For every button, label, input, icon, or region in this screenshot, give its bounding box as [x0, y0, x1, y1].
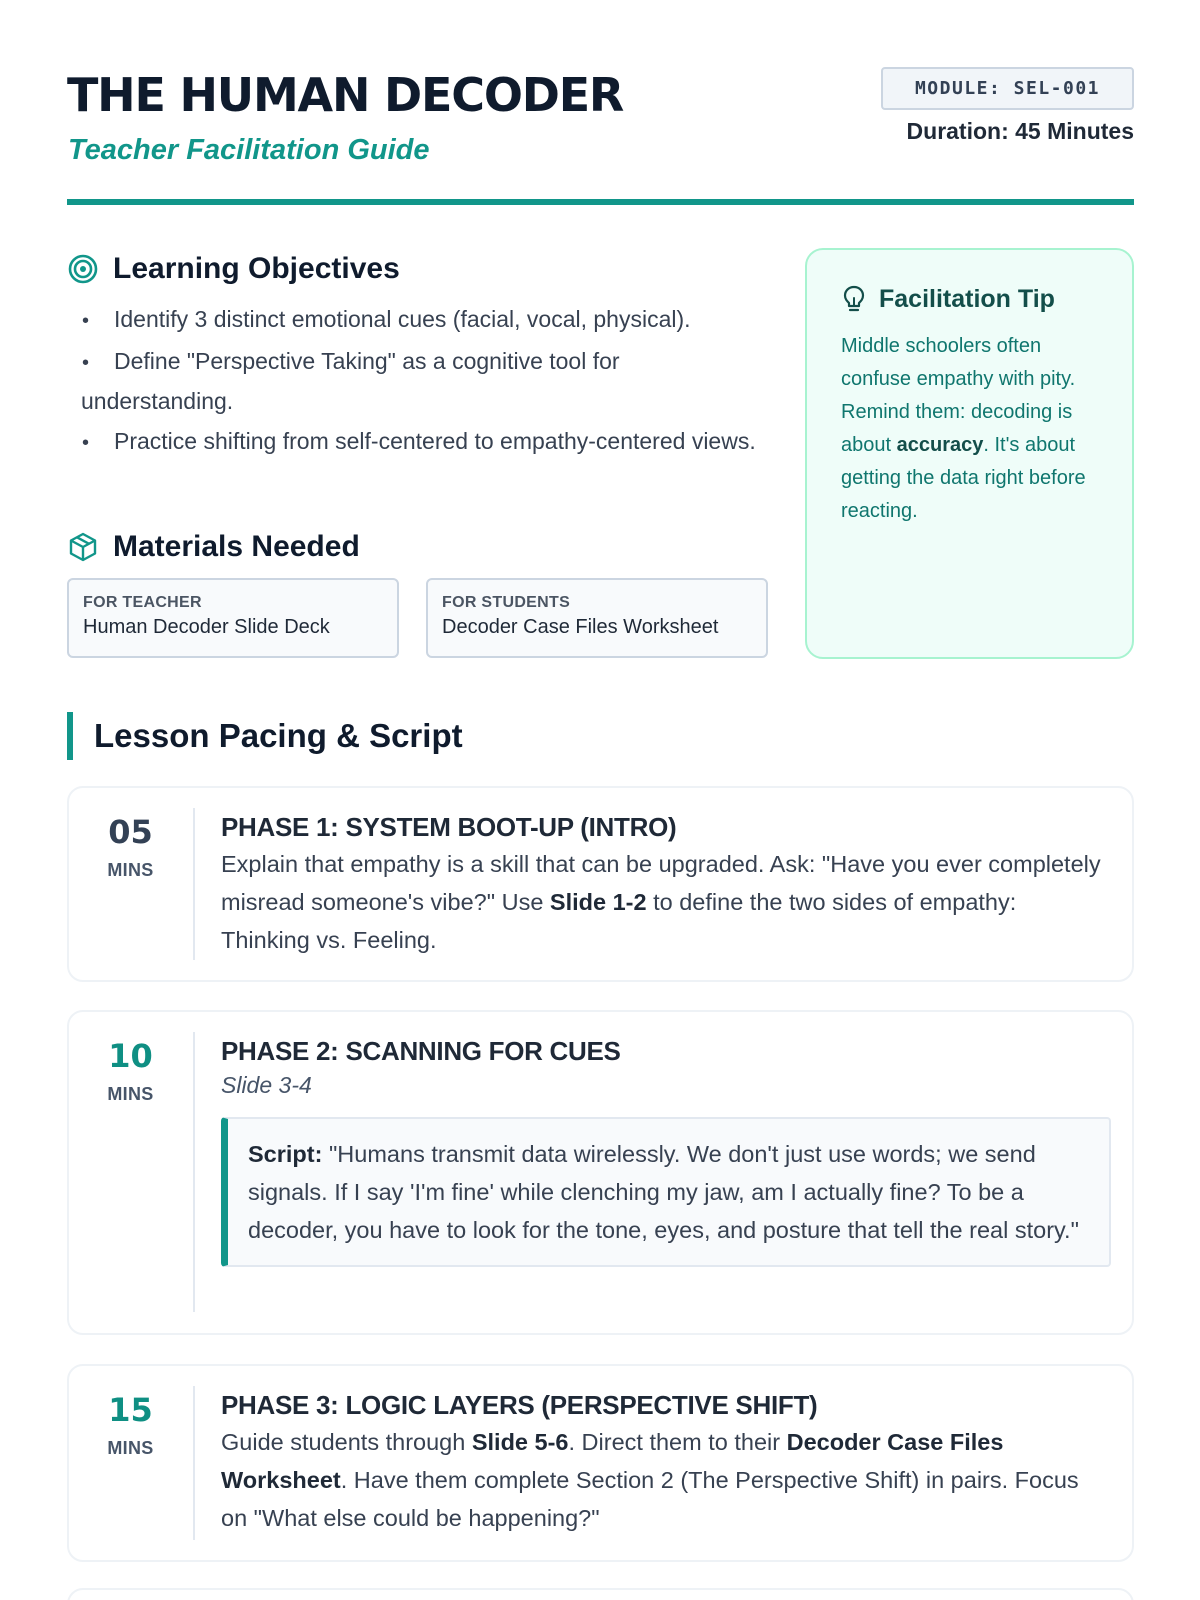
- material-name: Human Decoder Slide Deck: [83, 616, 330, 638]
- phase-content: [221, 1036, 1111, 1267]
- phase-divider: [193, 1032, 195, 1312]
- page-subtitle: Teacher Facilitation Guide: [68, 134, 430, 166]
- facilitation-tip-panel: [805, 248, 1134, 659]
- minutes-value: 05: [108, 813, 153, 851]
- module-badge: MODULE: SEL-001: [881, 67, 1134, 110]
- phase-content: [221, 812, 1111, 959]
- materials-heading: [67, 530, 360, 564]
- phase-card-1: [67, 786, 1134, 982]
- script-quote: Script: "Humans transmit data wirelessly. We don't just use words; we send signals. If I say 'I'm fine' while clenching my jaw, am I actually fine? To be a decoder, you have to look for the tone, eyes, and posture that tell the real story.": [221, 1117, 1111, 1267]
- minutes-value: 15: [108, 1391, 153, 1429]
- minutes-label: MINS: [107, 1084, 154, 1104]
- materials-title: Materials Needed: [113, 530, 360, 563]
- phase-duration: [69, 1366, 192, 1459]
- phase-duration: [69, 1012, 192, 1105]
- header: [67, 62, 1134, 208]
- list-item: • Practice shifting from self-centered to empathy-centered views.: [82, 428, 756, 454]
- phase-description: Explain that empathy is a skill that can be upgraded. Ask: "Have you ever completely misread someone's vibe?" Use Slide 1-2 to define the two sides of empathy: Thinking vs. Feeling.: [221, 851, 1101, 953]
- phase-title: PHASE 2: SCANNING FOR CUES: [221, 1036, 621, 1066]
- phase-content: [221, 1390, 1111, 1537]
- phase-title: PHASE 1: SYSTEM BOOT-UP (INTRO): [221, 812, 677, 842]
- pacing-heading: [67, 712, 463, 760]
- duration-label: Duration: 45 Minutes: [906, 118, 1134, 144]
- minutes-value: 10: [108, 1037, 153, 1075]
- tip-text: Middle schoolers often confuse empathy with pity. Remind them: decoding is about accuracy. It's about getting the data right before reacting.: [841, 335, 1086, 522]
- material-card-students: [426, 578, 768, 658]
- phase-divider: [193, 1386, 195, 1540]
- pacing-title: Lesson Pacing & Script: [94, 717, 463, 754]
- material-card-teacher: [67, 578, 399, 658]
- list-item: • Identify 3 distinct emotional cues (facial, vocal, physical).: [82, 306, 691, 332]
- objectives-list: [81, 300, 761, 464]
- target-icon: [67, 253, 99, 285]
- lightbulb-icon: [841, 284, 867, 314]
- phase-card-4: [67, 1588, 1134, 1600]
- box-icon: [67, 531, 99, 563]
- phase-title: PHASE 3: LOGIC LAYERS (PERSPECTIVE SHIFT): [221, 1390, 818, 1420]
- header-divider: [67, 199, 1134, 205]
- phase-card-3: [67, 1364, 1134, 1562]
- guide-page: [67, 0, 1134, 1600]
- minutes-label: MINS: [107, 1438, 154, 1458]
- heading-accent-bar: [67, 712, 73, 760]
- phase-slide-ref: Slide 3-4: [221, 1072, 312, 1098]
- phase-divider: [193, 808, 195, 960]
- phase-duration: [69, 788, 192, 881]
- tip-title: Facilitation Tip: [879, 284, 1055, 313]
- objectives-heading: [67, 252, 767, 286]
- phase-description: Guide students through Slide 5-6. Direct them to their Decoder Case Files Worksheet. Have them complete Section 2 (The Perspective Shift) in pairs. Focus on "What else could be happening?": [221, 1429, 1079, 1531]
- tip-heading: [841, 284, 1100, 314]
- objectives-title: Learning Objectives: [113, 252, 400, 285]
- material-kind: FOR STUDENTS: [442, 594, 571, 611]
- page-title: THE HUMAN DECODER: [67, 68, 624, 122]
- list-item: • Define "Perspective Taking" as a cognitive tool for understanding.: [81, 348, 620, 414]
- minutes-label: MINS: [107, 860, 154, 880]
- material-kind: FOR TEACHER: [83, 594, 202, 611]
- material-name: Decoder Case Files Worksheet: [442, 616, 719, 638]
- phase-card-2: [67, 1010, 1134, 1335]
